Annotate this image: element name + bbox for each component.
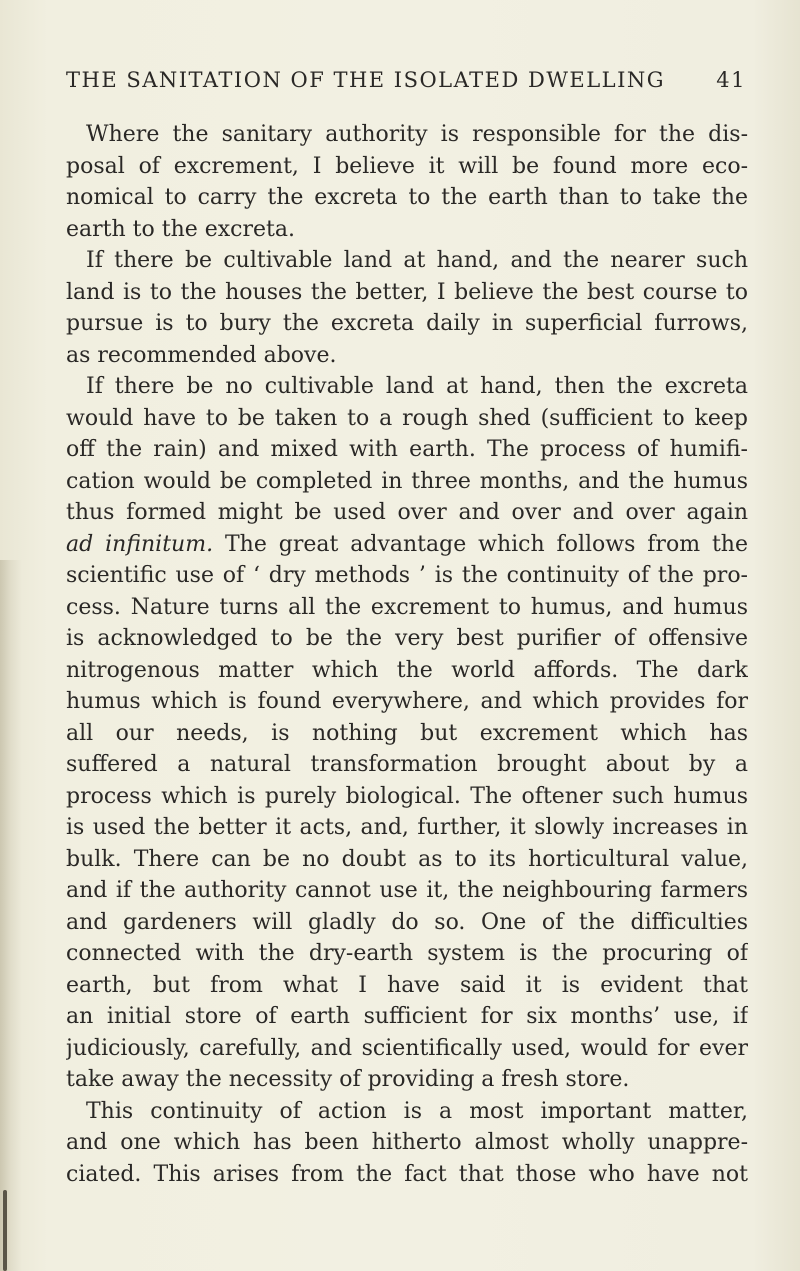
- text-line: and one which has been hitherto almost wholly unappre-: [66, 1130, 748, 1155]
- text-line: judiciously, carefully, and scientifically used, would for ever: [66, 1035, 748, 1061]
- text-line: If there be cultivable land at hand, and the nearer such: [86, 248, 748, 273]
- text-line: nomical to carry the excreta to the earth than to take the: [66, 185, 748, 210]
- text-line: and gardeners will gladly do so. One of the difficulties: [66, 909, 748, 935]
- text-line: take away the necessity of providing a fresh store.: [66, 1067, 630, 1092]
- text-line: bulk. There can be no doubt as to its horticultural value,: [66, 846, 748, 872]
- text-line-tail: The great advantage which follows from the: [224, 531, 748, 557]
- text-line: cess. Nature turns all the excrement to humus, and humus: [66, 594, 748, 620]
- running-title: THE SANITATION OF THE ISOLATED DWELLING: [66, 68, 666, 92]
- text-line: earth, but from what I have said it is evident that: [66, 972, 748, 998]
- text-line: thus formed might be used over and over and over again: [66, 500, 748, 525]
- text-line: If there be no cultivable land at hand, then the excreta: [86, 374, 748, 399]
- running-head: [66, 68, 746, 96]
- text-line: This continuity of action is a most important matter,: [86, 1098, 748, 1124]
- text-line: process which is purely biological. The oftener such humus: [66, 783, 748, 809]
- text-line: and if the authority cannot use it, the neighbouring farmers: [66, 878, 748, 903]
- text-line: ciated. This arises from the fact that those who have not: [66, 1161, 748, 1187]
- text-line: off the rain) and mixed with earth. The process of humifi-: [66, 437, 748, 462]
- text-line: an initial store of earth sufficient for six months’ use, if: [66, 1004, 748, 1029]
- text-line-mixed: [66, 529, 748, 561]
- text-line: nitrogenous matter which the world affords. The dark: [66, 657, 748, 683]
- gutter-shadow: [0, 560, 22, 1271]
- text-line: as recommended above.: [66, 342, 337, 368]
- text-line: all our needs, is nothing but excrement which has: [66, 720, 748, 746]
- page-edge-mark: [3, 1190, 7, 1271]
- text-line: is acknowledged to be the very best purifier of offensive: [66, 626, 748, 651]
- latin-phrase: ad infinitum.: [66, 531, 214, 557]
- text-line: earth to the excreta.: [66, 216, 295, 242]
- text-line: scientific use of ‘ dry methods ’ is the continuity of the pro-: [66, 563, 748, 588]
- text-line: cation would be completed in three months, and the humus: [66, 468, 748, 494]
- body-text: [66, 119, 748, 1190]
- page-number: 41: [716, 68, 746, 92]
- text-line: Where the sanitary authority is responsible for the dis-: [86, 122, 748, 147]
- text-line: posal of excrement, I believe it will be found more eco-: [66, 153, 748, 179]
- text-line: suffered a natural transformation brought about by a: [66, 752, 748, 777]
- text-line: connected with the dry-earth system is the procuring of: [66, 941, 748, 966]
- text-line: is used the better it acts, and, further, it slowly increases in: [66, 815, 748, 840]
- text-line: humus which is found everywhere, and which provides for: [66, 689, 748, 714]
- text-line: would have to be taken to a rough shed (sufficient to keep: [66, 405, 748, 431]
- text-line: land is to the houses the better, I believe the best course to: [66, 279, 748, 305]
- text-line: pursue is to bury the excreta daily in superficial furrows,: [66, 311, 748, 336]
